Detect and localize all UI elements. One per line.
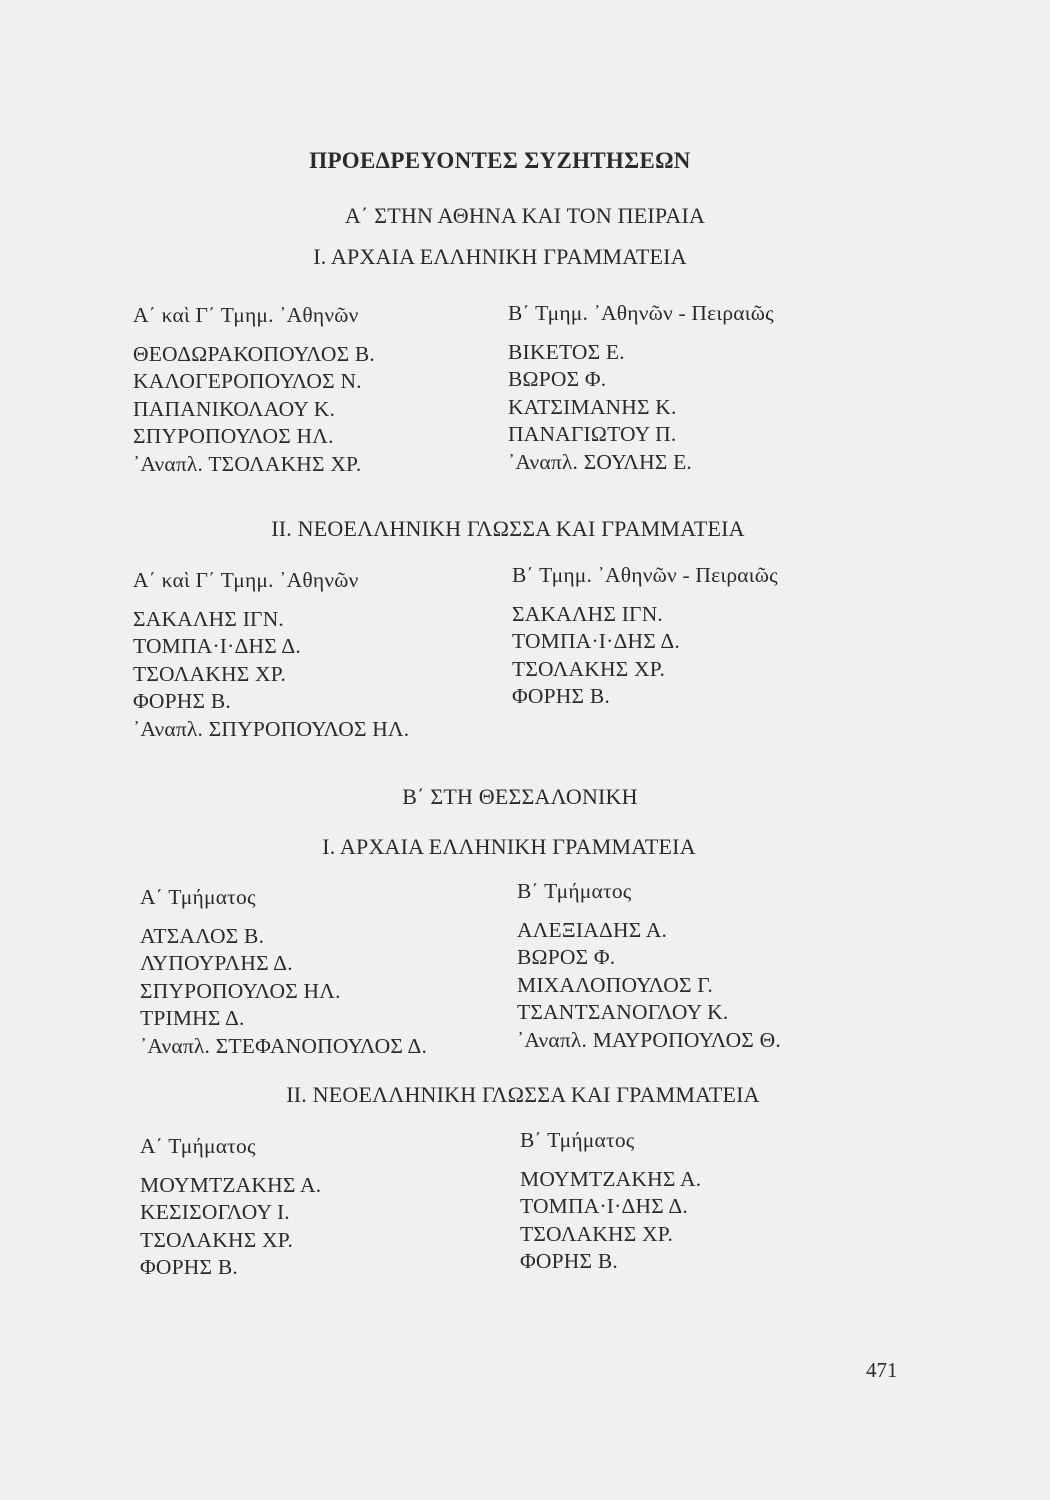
column-heading: Β΄ Τμημ. ᾿Αθηνῶν - Πειραιῶς — [508, 301, 774, 325]
list-item: ΑΤΣΑΛΟΣ Β. — [140, 923, 265, 948]
list-item: ᾿Αναπλ. ΣΤΕΦΑΝΟΠΟΥΛΟΣ Δ. — [140, 1033, 428, 1058]
column-heading: Α΄ Τμήματος — [140, 1134, 256, 1158]
list-item: ᾿Αναπλ. ΣΟΥΛΗΣ Ε. — [508, 449, 692, 474]
column-thessaloniki-modern-right — [520, 1127, 701, 1276]
list-item: ΦΟΡΗΣ Β. — [512, 684, 610, 708]
list-item: ΤΟΜΠΑ·Ι·ΔΗΣ Δ. — [520, 1194, 688, 1218]
region-heading-athens: Α΄ ΣΤΗΝ ΑΘΗΝΑ ΚΑΙ ΤΟΝ ΠΕΙΡΑΙΑ — [344, 203, 706, 228]
column-athens-ancient-right — [508, 300, 774, 476]
list-item: ΦΟΡΗΣ Β. — [133, 689, 231, 713]
section-heading-ancient-greek-athens: Ι. ΑΡΧΑΙΑ ΕΛΛΗΝΙΚΗ ΓΡΑΜΜΑΤΕΙΑ — [313, 244, 687, 269]
column-heading: Β΄ Τμημ. ᾿Αθηνῶν - Πειραιῶς — [512, 563, 778, 587]
column-athens-modern-right — [512, 562, 778, 711]
page-number: 471 — [866, 1358, 898, 1382]
list-item: ΤΣΑΝΤΣΑΝΟΓΛΟΥ Κ. — [517, 1000, 729, 1024]
region-heading-thessaloniki: Β΄ ΣΤΗ ΘΕΣΣΑΛΟΝΙΚΗ — [402, 784, 638, 809]
list-item: ᾿Αναπλ. ΣΠΥΡΟΠΟΥΛΟΣ ΗΛ. — [133, 716, 410, 741]
page-title: ΠΡΟΕΔΡΕΥΟΝΤΕΣ ΣΥΖΗΤΗΣΕΩΝ — [309, 148, 691, 173]
list-item: ΚΑΛΟΓΕΡΟΠΟΥΛΟΣ Ν. — [133, 369, 362, 393]
column-heading: Α΄ καὶ Γ΄ Τμημ. ᾿Αθηνῶν — [133, 303, 359, 327]
list-item: ΤΣΟΛΑΚΗΣ ΧΡ. — [512, 656, 666, 681]
list-item: ΣΑΚΑΛΗΣ ΙΓΝ. — [133, 606, 284, 631]
list-item: ΣΠΥΡΟΠΟΥΛΟΣ ΗΛ. — [133, 424, 334, 448]
section-heading-modern-greek-thessaloniki: ΙΙ. ΝΕΟΕΛΛΗΝΙΚΗ ΓΛΩΣΣΑ ΚΑΙ ΓΡΑΜΜΑΤΕΙΑ — [286, 1082, 760, 1107]
column-athens-modern-left — [133, 567, 409, 743]
list-item: ΦΟΡΗΣ Β. — [520, 1249, 618, 1273]
list-item: ΣΠΥΡΟΠΟΥΛΟΣ ΗΛ. — [140, 978, 341, 1003]
list-item: ΒΩΡΟΣ Φ. — [517, 945, 616, 969]
list-item: ΘΕΟΔΩΡΑΚΟΠΟΥΛΟΣ Β. — [133, 341, 375, 366]
list-item: ΤΡΙΜΗΣ Δ. — [140, 1006, 245, 1030]
list-item: ΤΣΟΛΑΚΗΣ ΧΡ. — [133, 661, 287, 686]
list-item: ΤΟΜΠΑ·Ι·ΔΗΣ Δ. — [133, 634, 301, 658]
list-item: ΤΣΟΛΑΚΗΣ ΧΡ. — [520, 1221, 674, 1246]
list-item: ΒΙΚΕΤΟΣ Ε. — [508, 339, 625, 364]
list-item: ΜΙΧΑΛΟΠΟΥΛΟΣ Γ. — [517, 972, 713, 997]
section-heading-ancient-greek-thessaloniki: Ι. ΑΡΧΑΙΑ ΕΛΛΗΝΙΚΗ ΓΡΑΜΜΑΤΕΙΑ — [322, 834, 696, 859]
column-thessaloniki-modern-left — [140, 1133, 321, 1282]
list-item: ΤΟΜΠΑ·Ι·ΔΗΣ Δ. — [512, 629, 680, 653]
list-item: ΜΟΥΜΤΖΑΚΗΣ Α. — [140, 1172, 322, 1197]
list-item: ΒΩΡΟΣ Φ. — [508, 367, 607, 391]
list-item: ΦΟΡΗΣ Β. — [140, 1255, 238, 1279]
section-heading-modern-greek-athens: ΙΙ. ΝΕΟΕΛΛΗΝΙΚΗ ΓΛΩΣΣΑ ΚΑΙ ΓΡΑΜΜΑΤΕΙΑ — [271, 516, 745, 541]
list-item: ΑΛΕΞΙΑΔΗΣ Α. — [517, 917, 668, 942]
list-item: ΛΥΠΟΥΡΛΗΣ Δ. — [140, 951, 293, 975]
column-heading: Α΄ Τμήματος — [140, 885, 256, 909]
list-item: ᾿Αναπλ. ΜΑΥΡΟΠΟΥΛΟΣ Θ. — [517, 1027, 781, 1052]
list-item: ΚΑΤΣΙΜΑΝΗΣ Κ. — [508, 394, 677, 419]
column-athens-ancient-left — [133, 302, 375, 478]
list-item: ΠΑΝΑΓΙΩΤΟΥ Π. — [508, 422, 677, 446]
list-item: ΤΣΟΛΑΚΗΣ ΧΡ. — [140, 1227, 294, 1252]
list-item: ΣΑΚΑΛΗΣ ΙΓΝ. — [512, 601, 663, 626]
column-heading: Β΄ Τμήματος — [517, 879, 632, 903]
list-item: ᾿Αναπλ. ΤΣΟΛΑΚΗΣ ΧΡ. — [133, 451, 362, 476]
column-heading: Β΄ Τμήματος — [520, 1128, 635, 1152]
list-item: ΜΟΥΜΤΖΑΚΗΣ Α. — [520, 1166, 702, 1191]
column-thessaloniki-ancient-left — [140, 884, 427, 1060]
column-thessaloniki-ancient-right — [517, 878, 781, 1054]
column-heading: Α΄ καὶ Γ΄ Τμημ. ᾿Αθηνῶν — [133, 568, 359, 592]
list-item: ΚΕΣΙΣΟΓΛΟΥ Ι. — [140, 1200, 290, 1224]
list-item: ΠΑΠΑΝΙΚΟΛΑΟΥ Κ. — [133, 396, 336, 421]
